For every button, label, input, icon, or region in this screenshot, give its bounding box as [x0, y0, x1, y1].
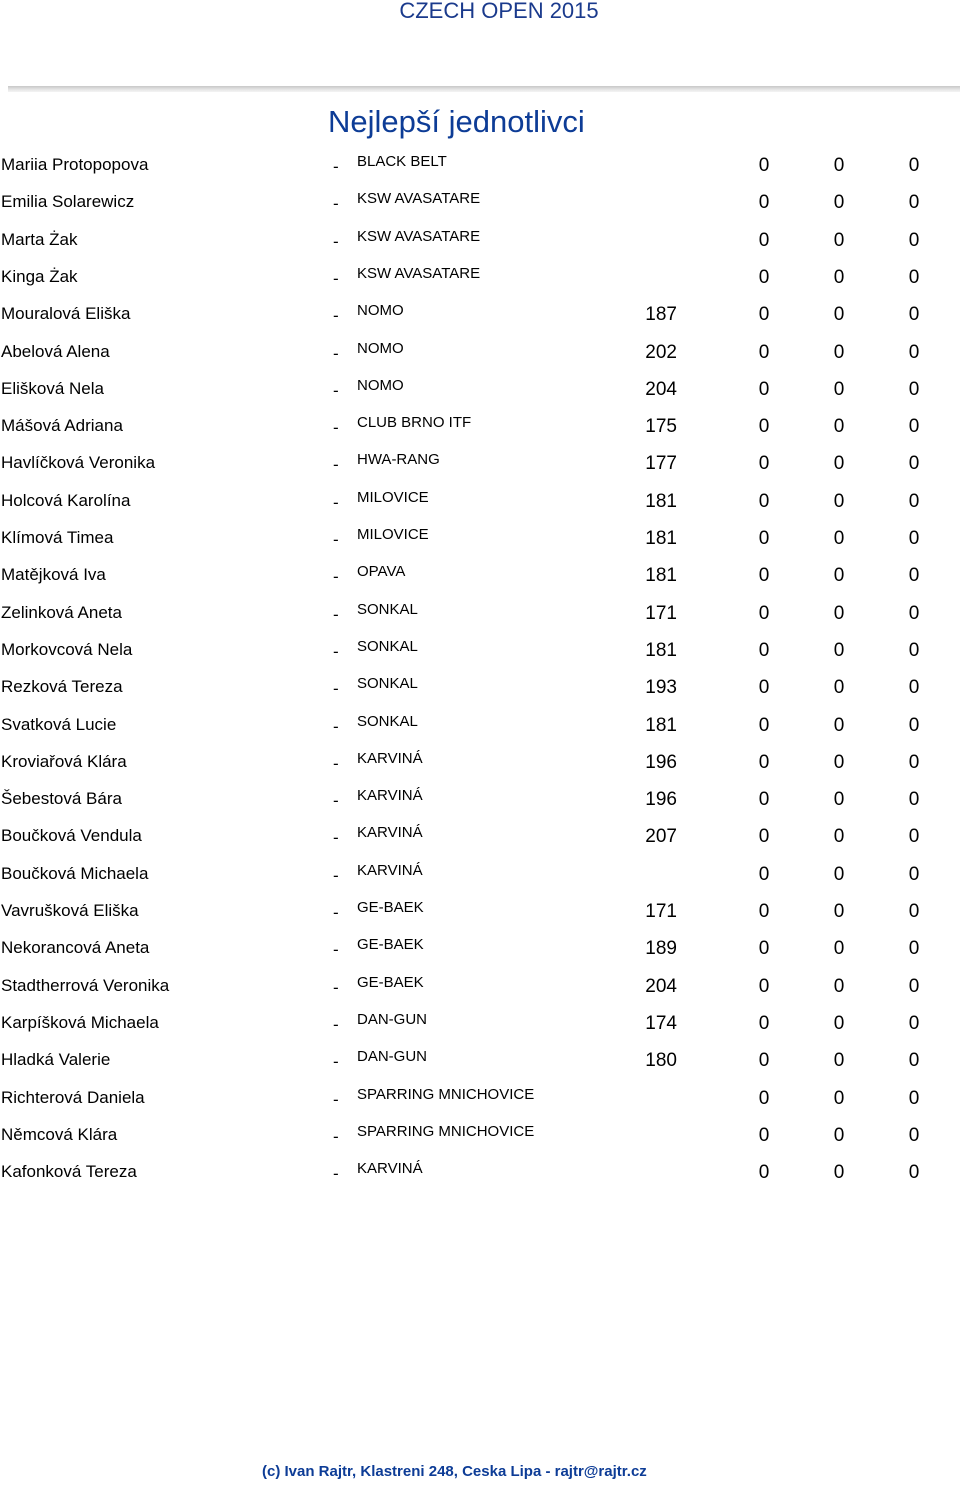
- weight-value: 202: [645, 341, 677, 363]
- competitor-name: Nekorancová Aneta: [1, 938, 150, 958]
- score-2: 0: [833, 863, 845, 885]
- score-3: 0: [908, 1124, 920, 1146]
- weight-value: 181: [645, 565, 677, 587]
- separator-dash: -: [333, 1089, 339, 1109]
- list-item: [0, 339, 960, 379]
- score-2: 0: [833, 453, 845, 475]
- score-2: 0: [833, 229, 845, 251]
- weight-value: 189: [645, 938, 677, 960]
- weight-value: 181: [645, 714, 677, 736]
- separator-dash: -: [333, 791, 339, 811]
- score-1: 0: [758, 229, 770, 251]
- competitor-name: Morkovcová Nela: [1, 639, 133, 659]
- score-1: 0: [758, 863, 770, 885]
- separator-dash: -: [333, 530, 339, 549]
- score-2: 0: [833, 528, 845, 549]
- club-name: HWA-RANG: [357, 451, 440, 469]
- club-name: SONKAL: [357, 675, 418, 693]
- separator-dash: -: [333, 1052, 339, 1072]
- score-1: 0: [758, 1012, 770, 1034]
- score-3: 0: [908, 901, 920, 922]
- competitor-name: Havlíčková Veronika: [1, 453, 156, 473]
- list-item: [0, 1122, 960, 1162]
- weight-value: 181: [645, 528, 677, 549]
- score-2: 0: [833, 639, 845, 661]
- score-1: 0: [758, 901, 770, 922]
- score-3: 0: [908, 826, 920, 848]
- list-item: [0, 789, 960, 826]
- club-name: MILOVICE: [357, 526, 429, 543]
- weight-value: 181: [645, 639, 677, 661]
- separator-dash: -: [333, 716, 339, 736]
- score-1: 0: [758, 1124, 770, 1146]
- footer-copyright: (c) Ivan Rajtr, Klastreni 248, Ceska Lipa - rajtr@rajtr.cz: [262, 1463, 647, 1480]
- club-name: DAN-GUN: [357, 1048, 427, 1066]
- competitor-name: Zelinková Aneta: [1, 602, 122, 622]
- competitor-name: Vavrušková Eliška: [1, 901, 139, 920]
- score-2: 0: [833, 155, 845, 176]
- list-item: [0, 826, 960, 863]
- score-1: 0: [758, 602, 770, 624]
- score-2: 0: [833, 826, 845, 848]
- score-3: 0: [908, 229, 920, 251]
- score-1: 0: [758, 677, 770, 699]
- club-name: GE-BAEK: [357, 899, 424, 916]
- separator-dash: -: [333, 977, 339, 997]
- separator-dash: -: [333, 1126, 339, 1146]
- competitor-name: Boučková Vendula: [1, 826, 142, 846]
- list-item: [0, 264, 960, 304]
- competitor-name: Abelová Alena: [1, 341, 110, 361]
- competitor-name: Richterová Daniela: [1, 1087, 145, 1107]
- competitor-name: Matějková Iva: [1, 565, 106, 585]
- competitor-name: Holcová Karolína: [1, 490, 131, 510]
- club-name: CLUB BRNO ITF: [357, 414, 472, 432]
- score-1: 0: [758, 155, 770, 176]
- list-item: [0, 528, 960, 565]
- club-name: DAN-GUN: [357, 1010, 427, 1028]
- separator-dash: -: [333, 343, 339, 363]
- score-2: 0: [833, 266, 845, 288]
- separator-dash: -: [333, 604, 339, 624]
- score-2: 0: [833, 975, 845, 997]
- separator-dash: -: [333, 753, 339, 773]
- weight-value: 196: [645, 751, 677, 773]
- list-item: [0, 376, 960, 416]
- score-3: 0: [908, 975, 920, 997]
- score-2: 0: [833, 192, 845, 214]
- competitor-name: Karpíšková Michaela: [1, 1012, 159, 1032]
- club-name: KARVINÁ: [357, 787, 423, 805]
- score-2: 0: [833, 490, 845, 512]
- separator-dash: -: [333, 268, 339, 288]
- score-2: 0: [833, 938, 845, 960]
- score-3: 0: [908, 565, 920, 587]
- list-item: [0, 712, 960, 752]
- score-3: 0: [908, 639, 920, 661]
- competitor-name: Svatková Lucie: [1, 714, 117, 734]
- separator-dash: -: [333, 940, 339, 960]
- list-item: [0, 861, 960, 901]
- score-1: 0: [758, 565, 770, 587]
- score-1: 0: [758, 751, 770, 773]
- weight-value: 204: [645, 975, 677, 997]
- club-name: OPAVA: [357, 563, 406, 581]
- score-3: 0: [908, 789, 920, 811]
- score-1: 0: [758, 192, 770, 214]
- score-1: 0: [758, 938, 770, 960]
- score-1: 0: [758, 528, 770, 549]
- score-1: 0: [758, 416, 770, 438]
- score-1: 0: [758, 341, 770, 363]
- score-2: 0: [833, 789, 845, 811]
- score-1: 0: [758, 789, 770, 811]
- score-3: 0: [908, 1162, 920, 1184]
- score-1: 0: [758, 304, 770, 326]
- score-2: 0: [833, 1162, 845, 1184]
- competitor-name: Marta Żak: [1, 229, 78, 249]
- score-3: 0: [908, 1087, 920, 1109]
- competitor-name: Emilia Solarewicz: [1, 192, 135, 212]
- score-3: 0: [908, 528, 920, 549]
- competitor-name: Kroviařová Klára: [1, 751, 127, 771]
- list-item: [0, 1162, 960, 1199]
- club-name: KARVINÁ: [357, 1160, 423, 1178]
- list-item: [0, 637, 960, 677]
- score-2: 0: [833, 378, 845, 400]
- score-3: 0: [908, 1050, 920, 1072]
- club-name: GE-BAEK: [357, 936, 424, 954]
- separator-dash: -: [333, 455, 339, 475]
- score-3: 0: [908, 751, 920, 773]
- competitor-name: Kafonková Tereza: [1, 1162, 137, 1182]
- score-1: 0: [758, 1087, 770, 1109]
- score-2: 0: [833, 304, 845, 326]
- competitor-name: Elišková Nela: [1, 378, 104, 398]
- competitor-name: Kinga Żak: [1, 266, 78, 286]
- list-item: [0, 1050, 960, 1087]
- list-item: [0, 901, 960, 938]
- club-name: KSW AVASATARE: [357, 264, 481, 282]
- score-2: 0: [833, 677, 845, 699]
- score-2: 0: [833, 565, 845, 587]
- weight-value: 204: [645, 378, 677, 400]
- competitor-name: Šebestová Bára: [1, 789, 122, 809]
- separator-dash: -: [333, 157, 339, 176]
- list-item: [0, 938, 960, 975]
- club-name: SONKAL: [357, 712, 418, 730]
- score-3: 0: [908, 714, 920, 736]
- list-item: [0, 192, 960, 229]
- score-3: 0: [908, 490, 920, 512]
- list-item: [0, 227, 960, 267]
- score-3: 0: [908, 304, 920, 326]
- weight-value: 193: [645, 677, 677, 699]
- score-3: 0: [908, 938, 920, 960]
- club-name: SONKAL: [357, 637, 418, 655]
- separator-dash: -: [333, 679, 339, 699]
- separator-dash: -: [333, 903, 339, 922]
- weight-value: 187: [645, 304, 677, 326]
- list-item: [0, 416, 960, 453]
- score-2: 0: [833, 901, 845, 922]
- competitor-name: Mouralová Eliška: [1, 304, 131, 324]
- weight-value: 171: [645, 901, 677, 922]
- list-item: [0, 1010, 960, 1050]
- separator-dash: -: [333, 492, 339, 512]
- score-3: 0: [908, 1012, 920, 1034]
- separator-dash: -: [333, 567, 339, 587]
- document-header-title: CZECH OPEN 2015: [399, 0, 599, 23]
- score-1: 0: [758, 453, 770, 475]
- club-name: KARVINÁ: [357, 861, 423, 879]
- club-name: KARVINÁ: [357, 749, 423, 767]
- club-name: NOMO: [357, 376, 404, 394]
- score-3: 0: [908, 266, 920, 288]
- weight-value: 180: [645, 1050, 677, 1072]
- competitor-name: Rezková Tereza: [1, 677, 123, 697]
- score-1: 0: [758, 1162, 770, 1184]
- score-3: 0: [908, 192, 920, 214]
- club-name: GE-BAEK: [357, 973, 424, 991]
- competitor-name: Hladká Valerie: [1, 1050, 111, 1070]
- weight-value: 177: [645, 453, 677, 475]
- score-1: 0: [758, 639, 770, 661]
- score-2: 0: [833, 1012, 845, 1034]
- list-item: [0, 1085, 960, 1125]
- club-name: NOMO: [357, 339, 404, 357]
- club-name: KSW AVASATARE: [357, 227, 481, 245]
- club-name: KSW AVASATARE: [357, 190, 481, 208]
- separator-dash: -: [333, 1014, 339, 1034]
- score-2: 0: [833, 341, 845, 363]
- list-item: [0, 749, 960, 789]
- list-item: [0, 488, 960, 528]
- score-3: 0: [908, 155, 920, 176]
- list-item: [0, 453, 960, 490]
- list-item: [0, 677, 960, 714]
- score-3: 0: [908, 378, 920, 400]
- competitor-name: Boučková Michaela: [1, 863, 149, 883]
- score-1: 0: [758, 714, 770, 736]
- club-name: KARVINÁ: [357, 824, 423, 842]
- list-item: [0, 973, 960, 1013]
- competitor-name: Stadtherrová Veronika: [1, 975, 170, 995]
- club-name: SONKAL: [357, 600, 418, 618]
- score-3: 0: [908, 602, 920, 624]
- competitor-name: Mariia Protopopova: [1, 155, 149, 174]
- weight-value: 196: [645, 789, 677, 811]
- competitor-name: Mášová Adriana: [1, 416, 123, 436]
- score-2: 0: [833, 1087, 845, 1109]
- score-1: 0: [758, 378, 770, 400]
- weight-value: 175: [645, 416, 677, 438]
- page-title: Nejlepší jednotlivci: [328, 104, 585, 139]
- score-1: 0: [758, 266, 770, 288]
- club-name: NOMO: [357, 302, 404, 320]
- club-name: SPARRING MNICHOVICE: [357, 1085, 535, 1103]
- score-2: 0: [833, 1050, 845, 1072]
- separator-dash: -: [333, 865, 339, 885]
- list-item: [0, 155, 960, 192]
- club-name: BLACK BELT: [357, 153, 447, 170]
- score-1: 0: [758, 490, 770, 512]
- score-3: 0: [908, 453, 920, 475]
- list-item: [0, 600, 960, 640]
- score-1: 0: [758, 975, 770, 997]
- weight-value: 171: [645, 602, 677, 624]
- score-3: 0: [908, 677, 920, 699]
- score-3: 0: [908, 416, 920, 438]
- separator-dash: -: [333, 306, 339, 326]
- separator-dash: -: [333, 1164, 339, 1184]
- weight-value: 174: [645, 1012, 677, 1034]
- score-2: 0: [833, 714, 845, 736]
- weight-value: 181: [645, 490, 677, 512]
- separator-dash: -: [333, 194, 339, 214]
- club-name: SPARRING MNICHOVICE: [357, 1122, 535, 1140]
- score-1: 0: [758, 1050, 770, 1072]
- score-1: 0: [758, 826, 770, 848]
- weight-value: 207: [645, 826, 677, 848]
- competitor-name: Němcová Klára: [1, 1124, 118, 1144]
- score-3: 0: [908, 863, 920, 885]
- list-item: [0, 304, 960, 341]
- score-2: 0: [833, 416, 845, 438]
- score-2: 0: [833, 602, 845, 624]
- separator-dash: -: [333, 418, 339, 438]
- separator-dash: -: [333, 641, 339, 661]
- list-item: [0, 565, 960, 602]
- separator-dash: -: [333, 828, 339, 848]
- separator-dash: -: [333, 231, 339, 251]
- separator-dash: -: [333, 380, 339, 400]
- club-name: MILOVICE: [357, 488, 429, 506]
- score-3: 0: [908, 341, 920, 363]
- score-2: 0: [833, 1124, 845, 1146]
- competitor-name: Klímová Timea: [1, 528, 114, 547]
- header-divider: [8, 86, 960, 92]
- score-2: 0: [833, 751, 845, 773]
